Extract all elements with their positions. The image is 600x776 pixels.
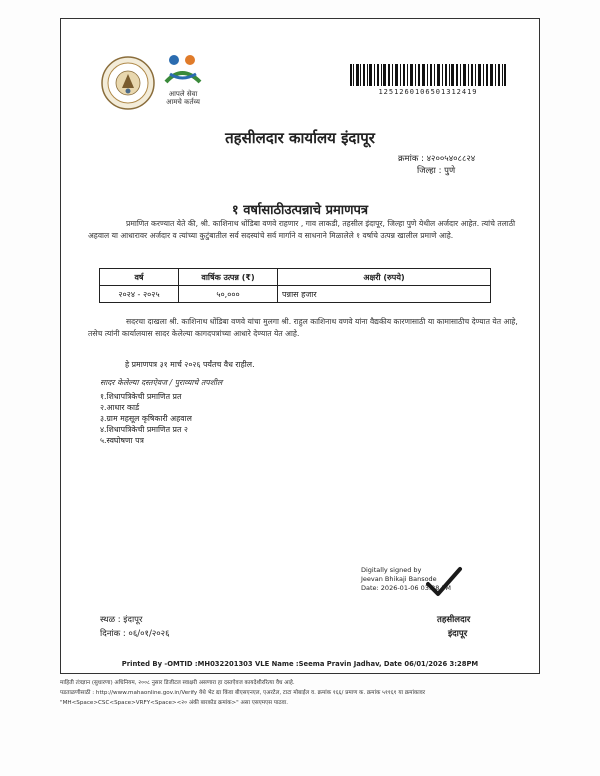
signature-line-3: Date: 2026-01-06 03:28 PM — [361, 584, 451, 592]
validity-note: हे प्रमाणपत्र ३१ मार्च २०२६ पर्यंतच वैध राहील. — [125, 360, 255, 369]
cell-year: २०२४ - २०२५ — [100, 286, 179, 303]
certificate-title: १ वर्षासाठीउत्पन्नाचे प्रमाणपत्र — [231, 203, 369, 218]
intro-paragraph: प्रमाणित करण्यात येते की, श्री. काशिनाथ धोंडिबा वणवे राहणार , गाव लाकडी, तहसील इंदापूर, जिल्हा पुणे येथील अर्जदार आहेत. त्यांचे तलाठी अहवाल या आधारावर अर्जदार व त्यांच्या कुटुंबातील सर्व सदस्यांचे सर्व मार्गाने व साधनाने मिळालेले १ वर्षाचे उत्पन्न खालील प्रमाणे आहे. — [88, 219, 516, 240]
district: जिल्हा : पुणे — [417, 166, 456, 176]
footer-line-3: "MH<Space>CSC<Space>VRFY<Space><२० अंकी बारकोड क्रमांक>" असा एसएमएस पाठवा. — [60, 700, 288, 706]
office-name: तहसीलदार कार्यालय इंदापूर — [225, 129, 375, 147]
column-header-in-words: अक्षरी (रुपये) — [278, 269, 491, 286]
cell-in-words: पन्नास हजार — [278, 286, 491, 303]
documents-list — [100, 391, 192, 446]
list-item: ४.शिधापत्रिकेची प्रमाणित प्रत २ — [100, 425, 188, 434]
barcode-number: 1251260106501312419 — [378, 88, 478, 96]
footer-line-1: माहिती तंत्रज्ञान (सुधारणा) अधिनियम, २००८ नुसार डिजीटल स्वाक्षरी असणारा हा दस्तऐवज कायदेशीररित्या वैध आहे. — [60, 680, 295, 686]
serial-number: क्रमांक : ४२००५४०८८२४ — [398, 154, 476, 164]
printed-by: Printed By -OMTID :MH032201303 VLE Name :Seema Pravin Jadhav, Date 06/01/2026 3:28PM — [121, 660, 479, 668]
income-table — [99, 268, 491, 303]
column-header-income: वार्षिक उत्पन्न (₹) — [179, 269, 278, 286]
column-header-year: वर्ष — [100, 269, 179, 286]
maharashtra-emblem-icon — [100, 55, 156, 111]
logo-caption: आपले सेवा आमचे कर्तव्य — [166, 90, 200, 106]
barcode — [350, 64, 506, 86]
hands-logo-icon — [162, 52, 204, 88]
certificate-frame — [60, 18, 540, 674]
table-row — [100, 286, 491, 303]
list-item: १.शिधापत्रिकेची प्रमाणित प्रत — [100, 392, 182, 401]
list-item: ३.ग्राम महसूल कृषिकारी अहवाल — [100, 414, 192, 423]
list-item: ५.स्वघोषणा पत्र — [100, 436, 144, 445]
aaple-sarkar-logo — [162, 52, 204, 108]
list-item: २.आधार कार्ड — [100, 403, 140, 412]
designation-place: इंदापूर — [448, 629, 468, 639]
verified-check-icon — [424, 566, 464, 598]
signature-line-2: Jeevan Bhikaji Bansode — [361, 575, 437, 583]
documents-heading: सादर केलेल्या दस्तऐवज / पुराव्याचे तपशील — [100, 378, 223, 387]
cell-income: ५०,००० — [179, 286, 278, 303]
issue-date: दिनांक : ०६/०१/२०२६ — [100, 629, 170, 639]
footer-line-2: पडताळणीसाठी : http://www.mahaonline.gov.in/Verify येथे भेट द्या किंवा बीएसएनएल, एअरटेल, टाटा मोबाईल व. क्रमांक १६६/ प्रमाण क. क्रमांक ५११६१ या क्रमांकावर — [60, 690, 426, 696]
table-header-row — [100, 269, 491, 286]
designation: तहसीलदार — [437, 615, 471, 625]
purpose-paragraph: सदरचा दाखला श्री. काशिनाथ धोंडिबा वणवे यांचा मुलगा श्री. राहुल काशिनाथ वणवे यांना वैद्यकीय कारणासाठी या कामासाठीच देण्यात येत आहे, तसेच त्यांनी कार्यालयास सादर केलेल्या कागदपत्रांच्या आधारे देण्यात येत आहे. — [88, 317, 518, 338]
place: स्थळ : इंदापूर — [100, 615, 143, 625]
signature-line-1: Digitally signed by — [361, 566, 422, 574]
footer-note — [60, 678, 540, 708]
